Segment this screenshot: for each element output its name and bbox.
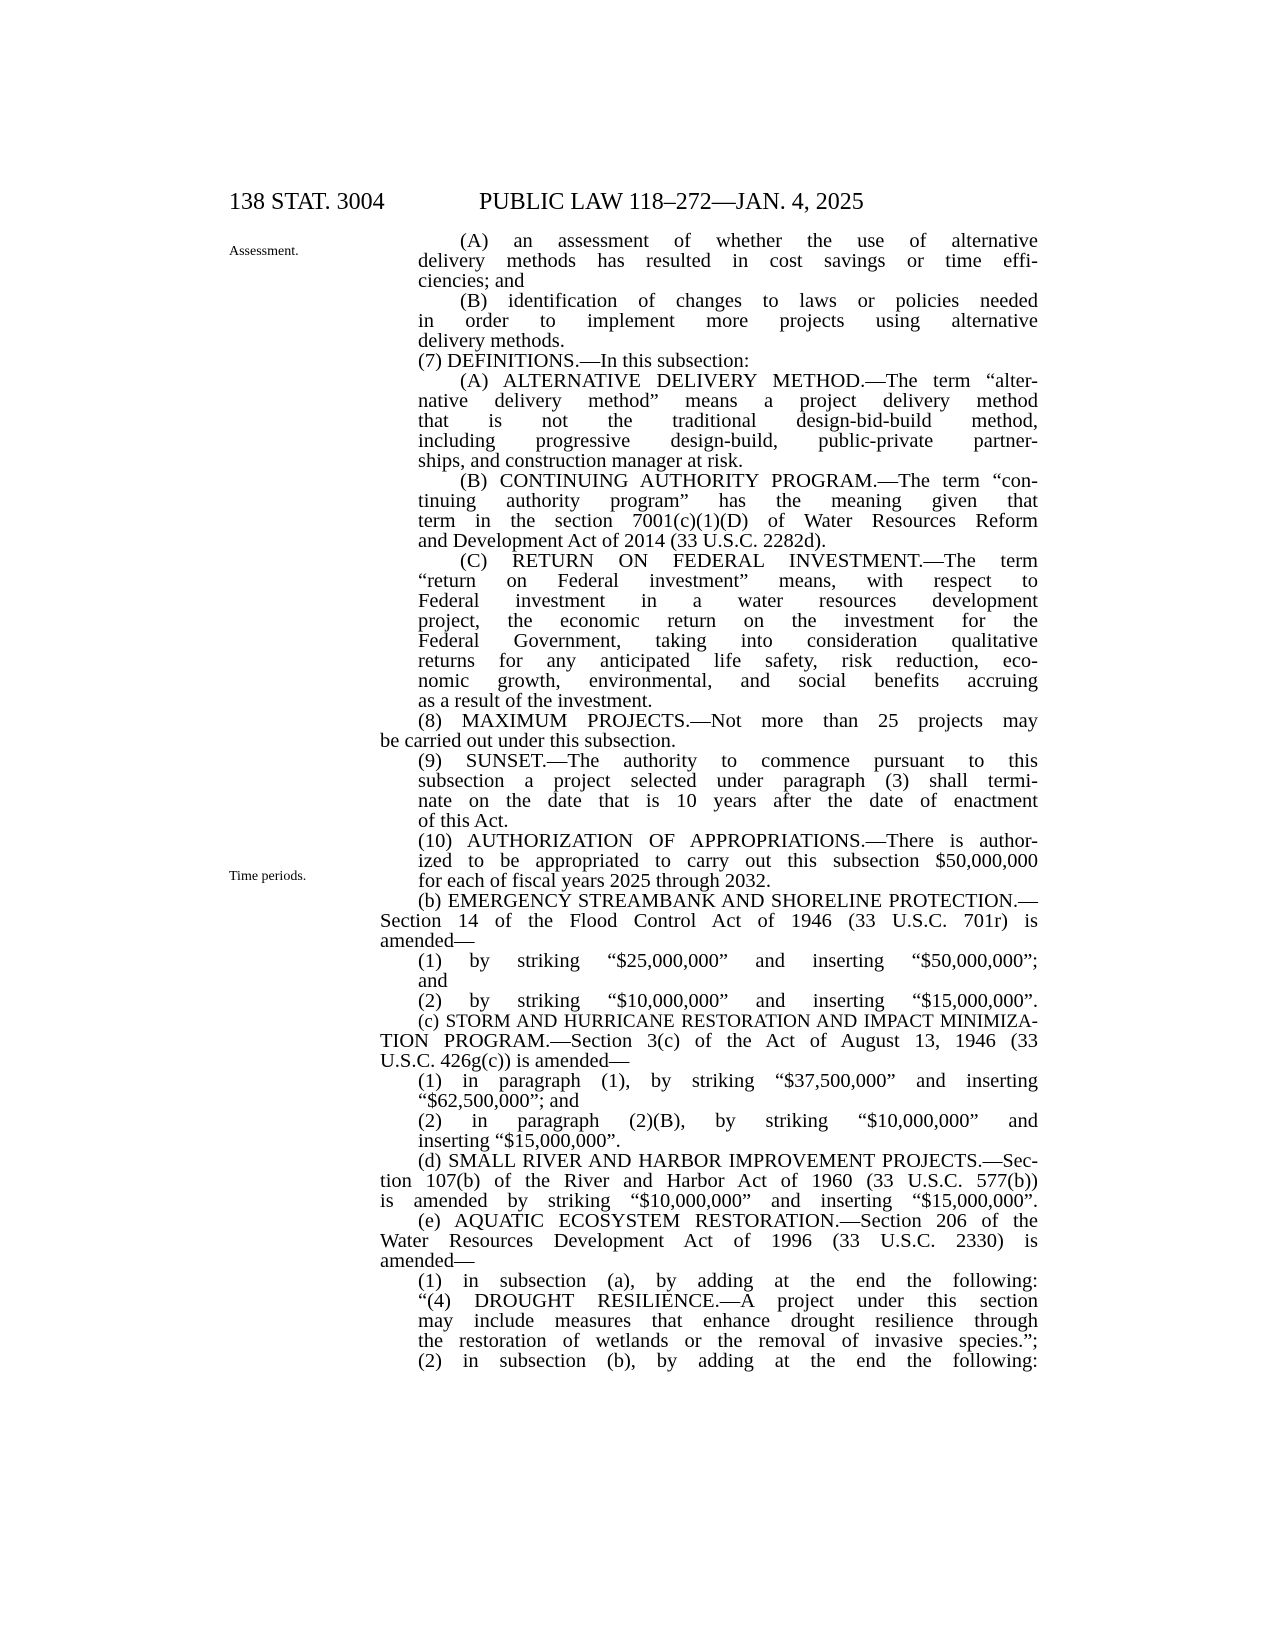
text-line: Water Resources Development Act of 1996 (33 U.S.C. 2330) is [380,1230,1038,1252]
text-line: (b) EMERGENCY STREAMBANK AND SHORELINE PROTECTION.— [418,890,1038,912]
page-number: 138 STAT. 3004 [229,189,385,215]
text-line: nate on the date that is 10 years after the date of enactment [418,790,1038,812]
text-line: Federal Government, taking into consideration qualitative [418,630,1038,652]
text-line: is amended by striking “$10,000,000” and inserting “$15,000,000”. [380,1190,1038,1212]
text-line: (10) AUTHORIZATION OF APPROPRIATIONS.—There is author- [418,830,1038,852]
text-line: term in the section 7001(c)(1)(D) of Water Resources Reform [418,510,1038,532]
text-line: (9) SUNSET.—The authority to commence pursuant to this [418,750,1038,772]
text-line: (c) STORM AND HURRICANE RESTORATION AND IMPACT MINIMIZA- [418,1011,1038,1032]
text-line: amended— [380,1250,475,1272]
text-line: be carried out under this subsection. [380,730,677,752]
margin-note-assessment: Assessment. [229,244,299,259]
text-line: inserting “$15,000,000”. [418,1130,621,1152]
text-line: including progressive design-build, public-private partner- [418,430,1038,452]
text-line: ships, and construction manager at risk. [418,450,744,472]
text-line: U.S.C. 426g(c)) is amended— [380,1050,630,1072]
text-line: native delivery method” means a project delivery method [418,390,1038,412]
text-line: amended— [380,930,475,952]
text-line: “return on Federal investment” means, with respect to [418,570,1038,592]
text-line: (2) in subsection (b), by adding at the end the following: [418,1350,1038,1372]
text-line: (1) in paragraph (1), by striking “$37,500,000” and inserting [418,1070,1038,1092]
text-line: TION PROGRAM.—Section 3(c) of the Act of August 13, 1946 (33 [380,1030,1038,1052]
text-line: tinuing authority program” has the meaning given that [418,490,1038,512]
text-line: (7) DEFINITIONS.—In this subsection: [418,350,750,372]
text-line: (2) by striking “$10,000,000” and inserting “$15,000,000”. [418,990,1038,1012]
text-line: that is not the traditional design-bid-build method, [418,410,1038,432]
text-line: subsection a project selected under paragraph (3) shall termi- [418,770,1038,792]
text-line: for each of fiscal years 2025 through 2032. [418,870,771,892]
text-line: “$62,500,000”; and [418,1090,580,1112]
text-line: project, the economic return on the investment for the [418,610,1038,632]
text-line: and Development Act of 2014 (33 U.S.C. 2282d). [418,530,827,552]
margin-note-time-periods: Time periods. [229,869,307,884]
text-line: “(4) DROUGHT RESILIENCE.—A project under this section [418,1290,1038,1312]
law-title: PUBLIC LAW 118–272—JAN. 4, 2025 [479,189,864,215]
text-line: (d) SMALL RIVER AND HARBOR IMPROVEMENT PROJECTS.—Sec- [418,1150,1038,1172]
text-line: tion 107(b) of the River and Harbor Act of 1960 (33 U.S.C. 577(b)) [380,1170,1038,1192]
text-line: of this Act. [418,810,509,832]
text-line: (C) RETURN ON FEDERAL INVESTMENT.—The term [460,550,1038,572]
text-line: and [418,970,448,992]
text-line: delivery methods. [418,330,565,352]
text-line: the restoration of wetlands or the removal of invasive species.”; [418,1330,1038,1352]
text-line: Section 14 of the Flood Control Act of 1946 (33 U.S.C. 701r) is [380,910,1038,932]
text-line: (1) in subsection (a), by adding at the end the following: [418,1270,1038,1292]
text-line: as a result of the investment. [418,690,653,712]
text-line: (2) in paragraph (2)(B), by striking “$10,000,000” and [418,1110,1038,1132]
text-line: (B) identification of changes to laws or policies needed [460,290,1038,312]
text-line: (A) ALTERNATIVE DELIVERY METHOD.—The term “alter- [460,370,1038,392]
text-line: Federal investment in a water resources development [418,590,1038,612]
text-line: in order to implement more projects using alternative [418,310,1038,332]
text-line: (8) MAXIMUM PROJECTS.—Not more than 25 projects may [418,710,1038,732]
text-line: (1) by striking “$25,000,000” and inserting “$50,000,000”; [418,950,1038,972]
text-line: (A) an assessment of whether the use of alternative [460,230,1038,252]
text-line: (B) CONTINUING AUTHORITY PROGRAM.—The term “con- [460,470,1038,492]
text-line: returns for any anticipated life safety, risk reduction, eco- [418,650,1038,672]
text-line: delivery methods has resulted in cost savings or time effi- [418,250,1038,272]
text-line: may include measures that enhance drought resilience through [418,1310,1038,1332]
text-line: ized to be appropriated to carry out this subsection $50,000,000 [418,850,1038,872]
text-line: ciencies; and [418,270,525,292]
text-line: (e) AQUATIC ECOSYSTEM RESTORATION.—Section 206 of the [418,1210,1038,1232]
text-line: nomic growth, environmental, and social benefits accruing [418,670,1038,692]
